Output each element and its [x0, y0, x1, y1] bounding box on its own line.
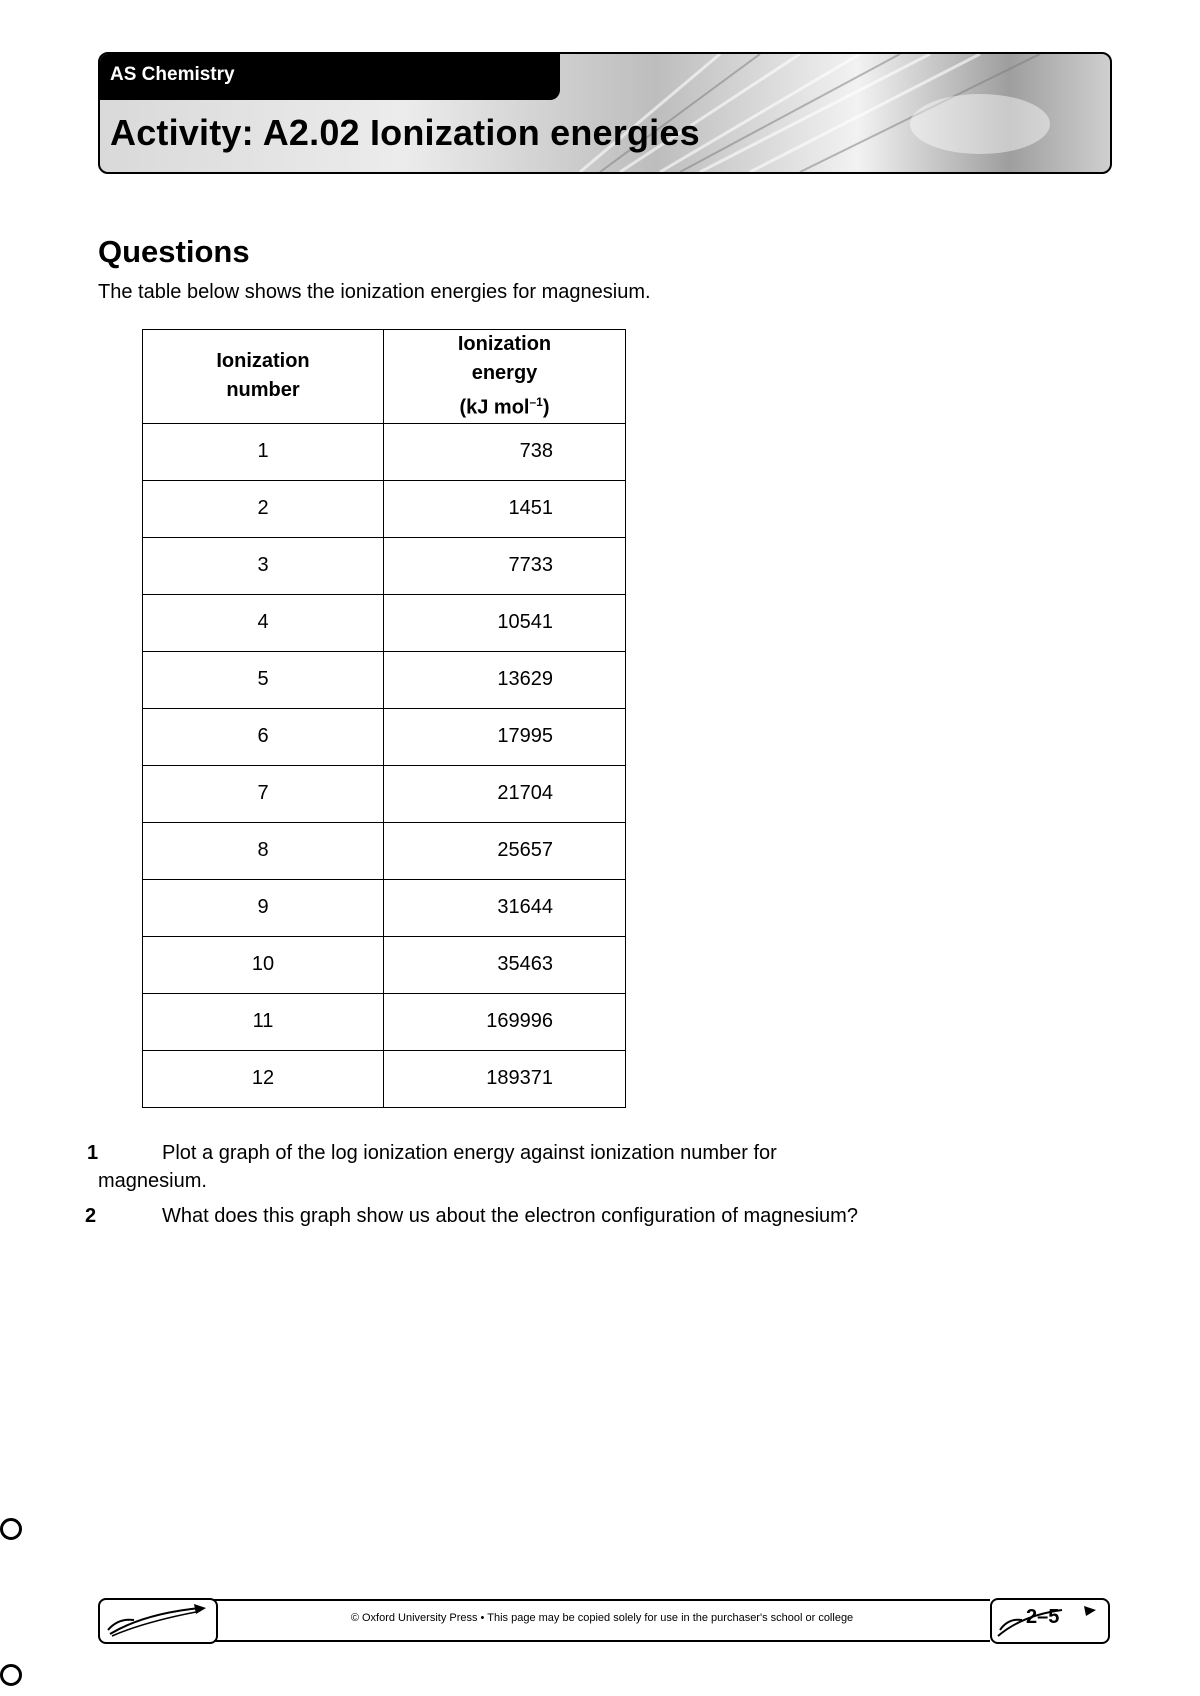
cell-number: 9 [143, 879, 384, 936]
question-2-number: 2 [85, 1205, 97, 1227]
question-1-text-line2: magnesium. [98, 1170, 207, 1192]
cell-energy: 1451 [384, 480, 626, 537]
table-row [143, 651, 626, 708]
cell-number: 11 [143, 993, 384, 1050]
swoosh-arrow-icon [100, 1600, 216, 1642]
table-row [143, 594, 626, 651]
cell-energy: 25657 [384, 822, 626, 879]
subject-bar [100, 54, 560, 100]
header-ionization-number: Ionization number [143, 330, 384, 424]
cell-number: 5 [143, 651, 384, 708]
cell-number: 2 [143, 480, 384, 537]
intro-text: The table below shows the ionization energies for magnesium. [98, 281, 651, 303]
table-row [143, 879, 626, 936]
cell-energy: 35463 [384, 936, 626, 993]
cell-energy: 738 [384, 423, 626, 480]
cell-energy: 7733 [384, 537, 626, 594]
copyright-notice: © Oxford University Press • This page may be copied solely for use in the purchaser's school or college [350, 1612, 854, 1624]
punch-hole [0, 1664, 22, 1686]
cell-energy: 169996 [384, 993, 626, 1050]
header-banner [98, 52, 1112, 174]
cell-energy: 31644 [384, 879, 626, 936]
cell-energy: 10541 [384, 594, 626, 651]
page-number: 2–5 [1026, 1606, 1060, 1628]
cell-number: 12 [143, 1050, 384, 1107]
punch-hole [0, 1518, 22, 1540]
cell-number: 7 [143, 765, 384, 822]
cell-energy: 21704 [384, 765, 626, 822]
table-row [143, 936, 626, 993]
question-1-number: 1 [87, 1142, 99, 1164]
cell-energy: 17995 [384, 708, 626, 765]
table-row [143, 993, 626, 1050]
cell-energy: 13629 [384, 651, 626, 708]
table-row [143, 423, 626, 480]
subject-label: AS Chemistry [110, 64, 235, 85]
table-row [143, 480, 626, 537]
cell-number: 4 [143, 594, 384, 651]
header-ionization-energy: Ionization energy (kJ mol$^{-1}$) [384, 330, 626, 424]
table-row [143, 822, 626, 879]
footer-left-box [98, 1598, 218, 1644]
section-heading: Questions [98, 234, 250, 269]
cell-energy: 189371 [384, 1050, 626, 1107]
table-header-row [143, 330, 626, 424]
cell-number: 3 [143, 537, 384, 594]
cell-number: 8 [143, 822, 384, 879]
table-row [143, 765, 626, 822]
footer-top-rule [214, 1599, 990, 1601]
table-row [143, 537, 626, 594]
question-2-text: What does this graph show us about the electron configuration of magnesium? [162, 1205, 858, 1227]
cell-number: 10 [143, 936, 384, 993]
table-row [143, 1050, 626, 1107]
question-1-text-line1: Plot a graph of the log ionization energy against ionization number for [162, 1142, 777, 1164]
cell-number: 6 [143, 708, 384, 765]
cell-number: 1 [143, 423, 384, 480]
table-row [143, 708, 626, 765]
ionization-table [142, 329, 626, 1108]
footer-bottom-rule [214, 1640, 990, 1642]
activity-title: Activity: A2.02 Ionization energies [110, 112, 700, 153]
